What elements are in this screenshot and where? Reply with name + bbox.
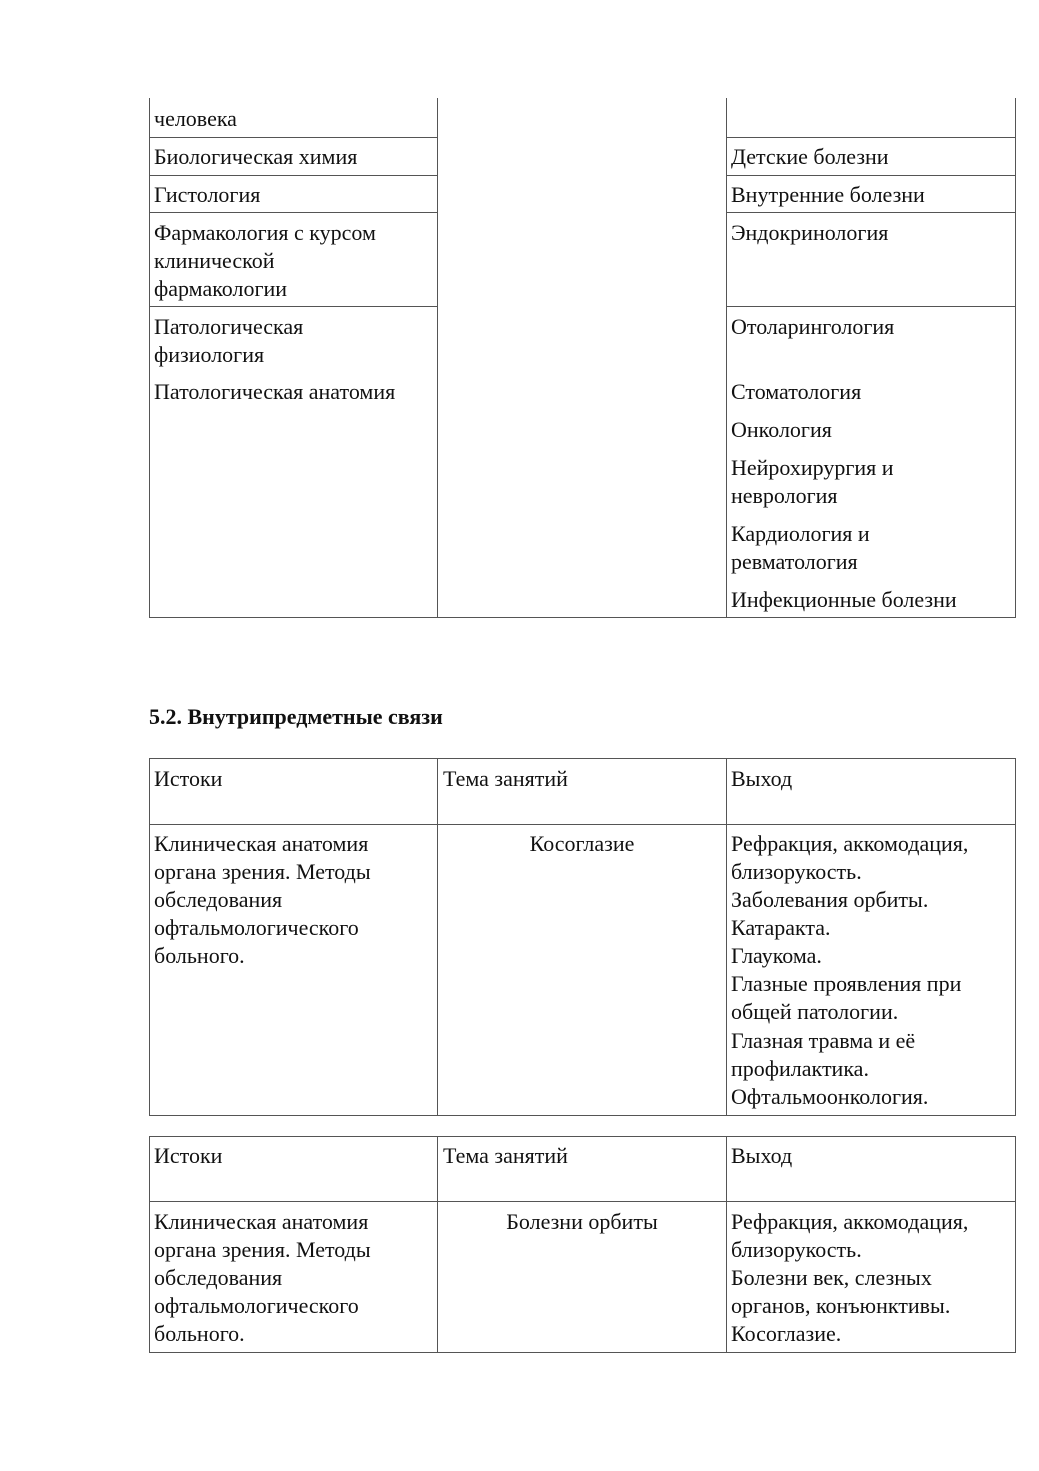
- table2-output-line: Глаукома.: [731, 943, 822, 968]
- table3-output-line: Рефракция, аккомодация,: [731, 1209, 969, 1234]
- table1-rule: [726, 175, 1016, 176]
- table1-right-item: Стоматология: [731, 379, 862, 404]
- table3-header-rule: [149, 1201, 1016, 1202]
- table3-border-left: [149, 1136, 150, 1353]
- table1-border-col2: [726, 98, 727, 618]
- table1-rule: [149, 306, 438, 307]
- table1-left-item: физиология: [154, 342, 265, 367]
- table2-border-left: [149, 758, 150, 1116]
- table3-source-line: больного.: [154, 1321, 245, 1346]
- table1-left-item: Биологическая химия: [154, 144, 358, 169]
- table1-left-item: Патологическая: [154, 314, 304, 339]
- table1-left-item: Фармакология с курсом: [154, 220, 376, 245]
- table1-right-item: Нейрохирургия и: [731, 455, 894, 480]
- table2-topic: Косоглазие: [529, 831, 635, 856]
- table1-left-item: человека: [154, 106, 237, 131]
- table2-source-line: офтальмологического: [154, 915, 359, 940]
- table1-rule: [149, 212, 438, 213]
- table1-right-item: Эндокринология: [731, 220, 889, 245]
- table3-border-top: [149, 1136, 1016, 1137]
- table1-left-item: Патологическая анатомия: [154, 379, 396, 404]
- table1-left-item: Гистология: [154, 182, 261, 207]
- table2-source-line: больного.: [154, 943, 245, 968]
- section-heading: 5.2. Внутрипредметные связи: [149, 704, 443, 729]
- table2-border-col1: [437, 758, 438, 1116]
- table2-source-line: обследования: [154, 887, 283, 912]
- table1-right-item: Кардиология и: [731, 521, 870, 546]
- table3-topic: Болезни орбиты: [506, 1209, 658, 1234]
- table3-output-line: Косоглазие.: [731, 1321, 842, 1346]
- table2-output-line: Заболевания орбиты.: [731, 887, 929, 912]
- table1-border-bottom: [149, 617, 1016, 618]
- table1-rule: [726, 137, 1016, 138]
- table2-border-top: [149, 758, 1016, 759]
- table2-output-line: общей патологии.: [731, 999, 899, 1024]
- table1-rule: [726, 306, 1016, 307]
- table3-source-line: Клиническая анатомия: [154, 1209, 369, 1234]
- table1-right-item: неврология: [731, 483, 838, 508]
- table2-source-line: Клиническая анатомия: [154, 831, 369, 856]
- table3-source-line: органа зрения. Методы: [154, 1237, 371, 1262]
- table1-border-col1: [437, 98, 438, 618]
- table2-header-topic: Тема занятий: [443, 766, 568, 791]
- table3-header-output: Выход: [731, 1143, 793, 1168]
- table2-output-line: Рефракция, аккомодация,: [731, 831, 969, 856]
- table2-output-line: Офтальмоонкология.: [731, 1084, 929, 1109]
- table1-right-item: Инфекционные болезни: [731, 587, 957, 612]
- table1-rule: [149, 137, 438, 138]
- table3-source-line: офтальмологического: [154, 1293, 359, 1318]
- table3-header-sources: Истоки: [154, 1143, 223, 1168]
- table2-output-line: профилактика.: [731, 1056, 869, 1081]
- table3-border-bottom: [149, 1352, 1016, 1353]
- table2-output-line: Глазные проявления при: [731, 971, 962, 996]
- table3-output-line: Болезни век, слезных: [731, 1265, 932, 1290]
- table3-border-col2: [726, 1136, 727, 1353]
- table2-source-line: органа зрения. Методы: [154, 859, 371, 884]
- table1-right-item: ревматология: [731, 549, 858, 574]
- table3-output-line: близорукость.: [731, 1237, 862, 1262]
- table2-header-rule: [149, 824, 1016, 825]
- table2-border-bottom: [149, 1115, 1016, 1116]
- table3-source-line: обследования: [154, 1265, 283, 1290]
- table1-right-item: Онкология: [731, 417, 832, 442]
- table1-border-right: [1015, 98, 1016, 618]
- table1-left-item: клинической: [154, 248, 275, 273]
- table1-border-left: [149, 98, 150, 618]
- table2-header-output: Выход: [731, 766, 793, 791]
- table1-rule: [726, 212, 1016, 213]
- table2-output-line: близорукость.: [731, 859, 862, 884]
- table2-header-sources: Истоки: [154, 766, 223, 791]
- table1-rule: [149, 175, 438, 176]
- table3-border-col1: [437, 1136, 438, 1353]
- table2-output-line: Катаракта.: [731, 915, 831, 940]
- table3-border-right: [1015, 1136, 1016, 1353]
- table1-right-item: Детские болезни: [731, 144, 889, 169]
- table3-output-line: органов, конъюнктивы.: [731, 1293, 951, 1318]
- table1-right-item: Отоларингология: [731, 314, 895, 339]
- table2-border-right: [1015, 758, 1016, 1116]
- table3-header-topic: Тема занятий: [443, 1143, 568, 1168]
- table1-left-item: фармакологии: [154, 276, 288, 301]
- table2-border-col2: [726, 758, 727, 1116]
- table1-right-item: Внутренние болезни: [731, 182, 925, 207]
- table2-output-line: Глазная травма и её: [731, 1028, 916, 1053]
